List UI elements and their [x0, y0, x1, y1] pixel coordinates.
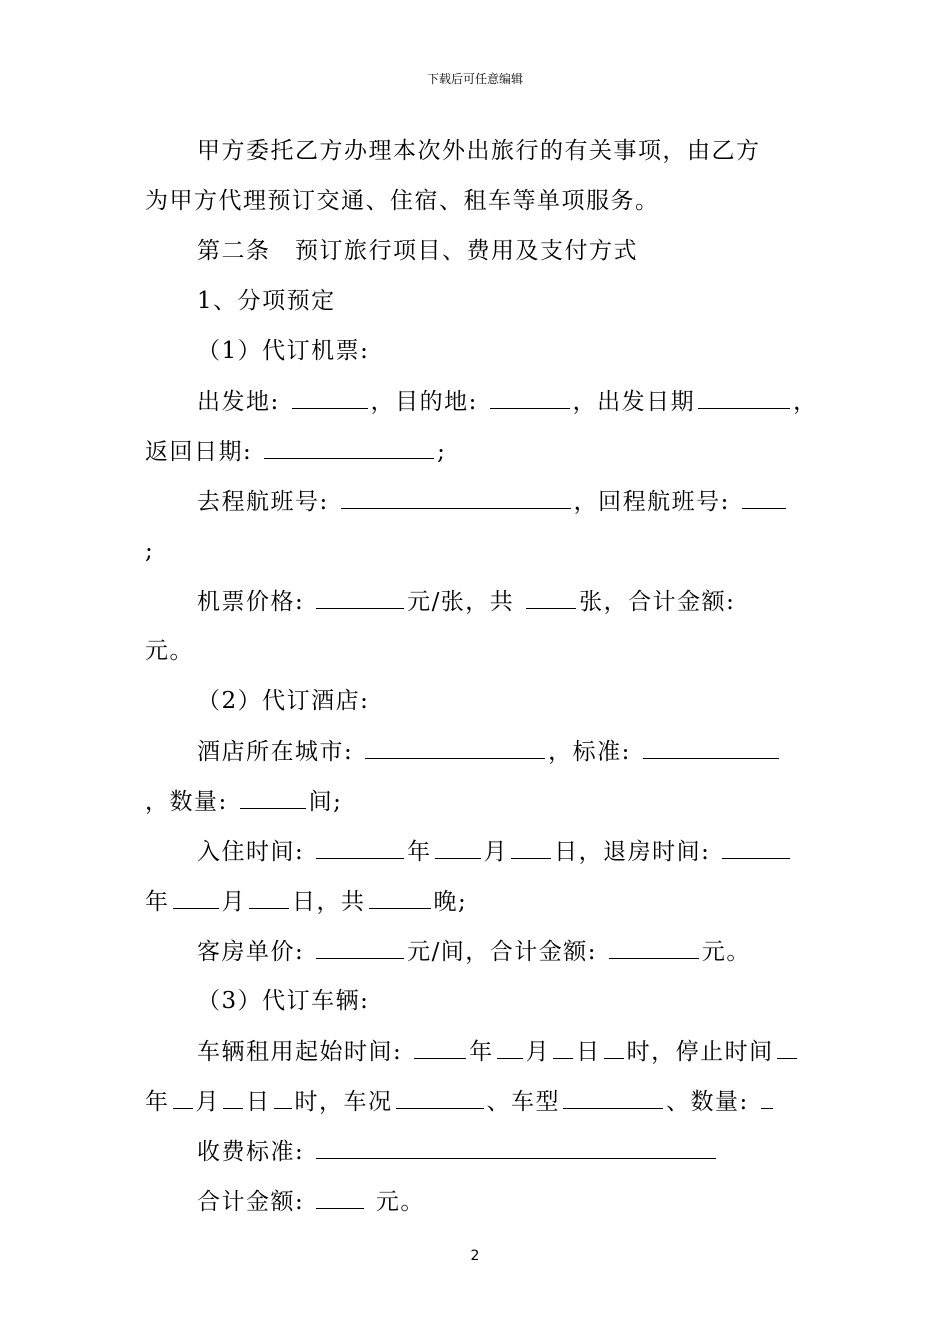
line-text: ; [145, 538, 155, 564]
text-line [197, 836, 793, 867]
text-line [197, 1186, 425, 1217]
line-text: 月 [525, 1039, 551, 1065]
line-text: 年 [145, 1089, 170, 1115]
blank-field[interactable] [722, 836, 790, 859]
line-text: 甲方委托乙方办理本次外出旅行的有关事项，由乙方 [197, 138, 761, 164]
text-line [145, 186, 660, 216]
line-text: 去程航班号: [197, 489, 338, 515]
line-text: 合计金额: [197, 1189, 314, 1215]
blank-field[interactable] [173, 886, 219, 909]
blank-field[interactable] [396, 1086, 484, 1109]
line-text: 元。 [145, 638, 194, 664]
line-text: 入住时间: [197, 839, 314, 865]
blank-field[interactable] [316, 1136, 716, 1159]
line-text: 时，停止时间 [626, 1039, 774, 1065]
line-text: 月 [221, 889, 246, 915]
text-line [197, 486, 789, 517]
blank-field[interactable] [414, 1036, 466, 1059]
text-line [197, 136, 761, 166]
blank-field[interactable] [563, 1086, 663, 1109]
text-line [145, 786, 342, 817]
blank-field[interactable] [604, 1036, 624, 1059]
blank-field[interactable] [435, 836, 481, 859]
line-text: 1、分项预定 [197, 288, 336, 314]
text-line [197, 286, 336, 316]
line-text: ，标准: [548, 739, 640, 765]
line-text: ，数量: [145, 789, 237, 815]
line-text: 客房单价: [197, 939, 314, 965]
line-text: 车辆租用起始时间: [197, 1039, 412, 1065]
line-text: 元。 [367, 1189, 425, 1215]
page-header: 下载后可任意编辑 [426, 72, 523, 86]
line-text: 间; [308, 789, 343, 815]
line-text: 日，退房时间: [554, 839, 720, 865]
line-text: 、数量: [666, 1089, 758, 1115]
text-line [197, 586, 735, 617]
text-line [145, 636, 194, 666]
blank-field[interactable] [553, 1036, 573, 1059]
page-number: 2 [470, 1248, 480, 1264]
line-text: （1）代订机票: [197, 338, 370, 364]
line-text: 日 [246, 1089, 271, 1115]
blank-field[interactable] [292, 386, 368, 409]
line-text: ，出发日期 [572, 389, 696, 415]
blank-field[interactable] [249, 886, 289, 909]
line-text: 月 [195, 1089, 220, 1115]
text-line [197, 936, 751, 967]
blank-field[interactable] [761, 1086, 773, 1109]
line-text: ，目的地: [370, 389, 487, 415]
line-text: 收费标准: [197, 1139, 314, 1165]
blank-field[interactable] [316, 936, 404, 959]
line-text: 机票价格: [197, 589, 314, 615]
text-line [197, 386, 818, 417]
line-text: ， [793, 389, 818, 415]
text-line [197, 736, 782, 767]
blank-field[interactable] [643, 736, 779, 759]
text-line [197, 1036, 800, 1067]
line-text: 酒店所在城市: [197, 739, 363, 765]
blank-field[interactable] [316, 1186, 364, 1209]
blank-field[interactable] [490, 386, 570, 409]
blank-field[interactable] [173, 1086, 193, 1109]
blank-field[interactable] [274, 1086, 292, 1109]
line-text: 元/张，共 [407, 589, 524, 615]
blank-field[interactable] [698, 386, 790, 409]
text-line [145, 536, 154, 566]
line-text: 张，合计金额: [579, 589, 736, 615]
blank-field[interactable] [526, 586, 576, 609]
text-line [197, 686, 369, 716]
line-text: 时，车况 [294, 1089, 393, 1115]
line-text: 为甲方代理预订交通、住宿、租车等单项服务。 [145, 188, 660, 214]
text-line [197, 336, 369, 366]
text-line [145, 436, 446, 467]
text-line [145, 1086, 776, 1117]
blank-field[interactable] [264, 436, 434, 459]
text-line [197, 236, 638, 266]
line-text: 、车型 [486, 1089, 560, 1115]
line-text: 第二条 预订旅行项目、费用及支付方式 [197, 238, 638, 264]
line-text: 元。 [701, 939, 751, 965]
line-text: 日，共 [292, 889, 366, 915]
line-text: 日 [576, 1039, 601, 1065]
blank-field[interactable] [316, 836, 404, 859]
blank-field[interactable] [365, 736, 545, 759]
line-text: 返回日期: [145, 439, 262, 465]
blank-field[interactable] [341, 486, 571, 509]
line-text: 晚; [433, 889, 468, 915]
blank-field[interactable] [497, 1036, 523, 1059]
line-text: 年 [469, 1039, 494, 1065]
line-text: 元/间，合计金额: [407, 939, 606, 965]
line-text: ; [437, 439, 447, 465]
line-text: 年 [145, 889, 170, 915]
text-line [197, 986, 369, 1016]
line-text: 年 [407, 839, 432, 865]
blank-field[interactable] [609, 936, 699, 959]
blank-field[interactable] [369, 886, 431, 909]
blank-field[interactable] [511, 836, 551, 859]
line-text: （3）代订车辆: [197, 988, 370, 1014]
line-text: 出发地: [197, 389, 289, 415]
blank-field[interactable] [316, 586, 404, 609]
blank-field[interactable] [240, 786, 306, 809]
blank-field[interactable] [742, 486, 786, 509]
text-line [197, 1136, 719, 1167]
text-line [145, 886, 467, 917]
line-text: 月 [483, 839, 509, 865]
line-text: （2）代订酒店: [197, 688, 370, 714]
blank-field[interactable] [777, 1036, 797, 1059]
blank-field[interactable] [223, 1086, 243, 1109]
line-text: ，回程航班号: [573, 489, 739, 515]
